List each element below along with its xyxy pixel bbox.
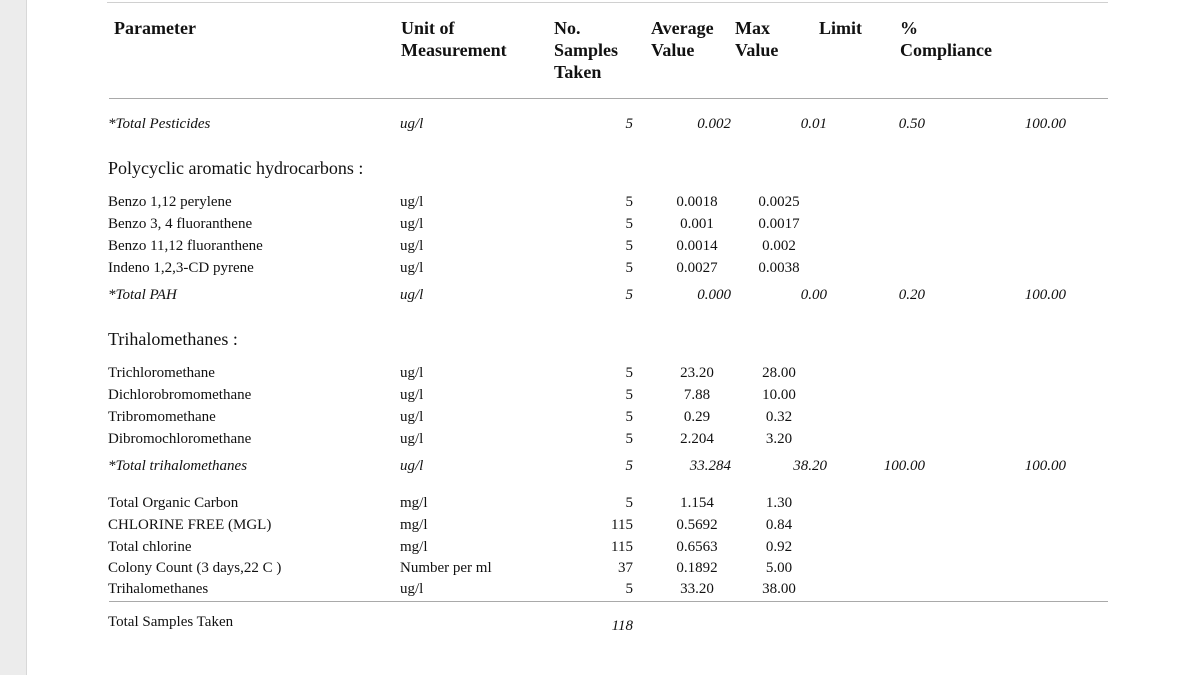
row-samples: 5 [625, 495, 633, 511]
row-max: 0.84 [765, 517, 793, 533]
row-unit: ug/l [400, 216, 424, 232]
row-name: Trichloromethane [108, 365, 215, 381]
row-limit: 0.20 [898, 287, 925, 303]
row-name: *Total Pesticides [108, 116, 211, 132]
section-title-pah: Polycyclic aromatic hydrocarbons : [108, 158, 364, 178]
row-name: Benzo 11,12 fluoranthene [108, 238, 263, 254]
header-average: Average Value [651, 18, 714, 60]
row-name: Trihalomethanes [108, 581, 209, 597]
row-limit: 100.00 [883, 458, 925, 474]
header-samples: No. Samples Taken [554, 18, 619, 82]
header-max: Max Value [735, 18, 779, 60]
row-unit: mg/l [400, 495, 428, 511]
row-unit: ug/l [400, 260, 424, 276]
row-average: 0.0027 [676, 260, 718, 276]
row-name: Benzo 1,12 perylene [108, 194, 232, 210]
row-max: 10.00 [762, 387, 796, 403]
row-max: 0.0038 [758, 260, 800, 276]
row-average: 23.20 [680, 365, 714, 381]
row-average: 0.000 [697, 287, 731, 303]
top-divider [107, 2, 1108, 3]
row-unit: ug/l [400, 431, 424, 447]
row-samples: 37 [618, 560, 633, 576]
row-name: Dichlorobromomethane [108, 387, 252, 403]
document-page [26, 0, 1200, 675]
section-title-trihalomethanes: Trihalomethanes : [108, 329, 238, 349]
row-samples: 5 [625, 458, 633, 474]
row-samples: 5 [625, 581, 633, 597]
row-max: 0.92 [765, 539, 793, 555]
row-name: Colony Count (3 days,22 C ) [108, 560, 282, 576]
row-name: Indeno 1,2,3-CD pyrene [108, 260, 254, 276]
header-divider [109, 98, 1108, 99]
row-samples: 5 [625, 287, 633, 303]
row-name: Dibromochloromethane [108, 431, 252, 447]
row-compliance: 100.00 [1024, 458, 1066, 474]
header-parameter: Parameter [114, 18, 196, 38]
row-max: 0.01 [800, 116, 827, 132]
row-average: 33.20 [680, 581, 714, 597]
row-name: *Total PAH [108, 287, 177, 303]
row-unit: Number per ml [400, 560, 492, 576]
row-average: 0.0014 [676, 238, 718, 254]
row-name: Total chlorine [108, 539, 192, 555]
row-samples: 5 [625, 260, 633, 276]
row-name: CHLORINE FREE (MGL) [108, 517, 272, 533]
row-max: 0.002 [762, 238, 796, 254]
row-name: Total Organic Carbon [108, 495, 239, 511]
row-unit: mg/l [400, 517, 428, 533]
row-limit: 0.50 [898, 116, 925, 132]
row-samples: 115 [611, 517, 633, 533]
row-samples: 5 [625, 194, 633, 210]
row-samples: 5 [625, 431, 633, 447]
row-unit: ug/l [400, 387, 424, 403]
row-unit: ug/l [400, 409, 424, 425]
row-samples: 5 [625, 387, 633, 403]
row-average: 0.6563 [676, 539, 718, 555]
row-max: 38.00 [762, 581, 796, 597]
row-samples: 5 [625, 216, 633, 232]
row-samples: 5 [625, 116, 633, 132]
row-max: 0.32 [765, 409, 793, 425]
header-compliance: % Compliance [900, 18, 992, 60]
row-unit: ug/l [400, 194, 424, 210]
row-samples: 5 [625, 409, 633, 425]
row-name: Tribromomethane [108, 409, 216, 425]
row-average: 0.1892 [676, 560, 718, 576]
row-max: 0.00 [800, 287, 827, 303]
row-max: 0.0025 [758, 194, 800, 210]
row-average: 33.284 [689, 458, 731, 474]
row-max: 0.0017 [758, 216, 800, 232]
row-compliance: 100.00 [1024, 116, 1066, 132]
row-average: 7.88 [683, 387, 711, 403]
row-average: 0.5692 [676, 517, 718, 533]
row-unit: ug/l [400, 287, 424, 303]
row-average: 0.002 [697, 116, 731, 132]
header-limit: Limit [819, 18, 862, 38]
row-name: Benzo 3, 4 fluoranthene [108, 216, 253, 232]
row-max: 28.00 [762, 365, 796, 381]
row-samples: 5 [625, 365, 633, 381]
header-unit: Unit of Measurement [401, 18, 507, 60]
row-unit: ug/l [400, 581, 424, 597]
row-max: 38.20 [793, 458, 827, 474]
row-unit: ug/l [400, 458, 424, 474]
row-samples: 5 [625, 238, 633, 254]
row-average: 2.204 [680, 431, 714, 447]
row-name: Total Samples Taken [108, 614, 234, 630]
row-unit: mg/l [400, 539, 428, 555]
row-max: 3.20 [765, 431, 793, 447]
row-max: 1.30 [765, 495, 793, 511]
row-average: 1.154 [680, 495, 714, 511]
footer-divider [109, 601, 1108, 602]
row-samples: 118 [611, 618, 633, 634]
row-average: 0.29 [683, 409, 711, 425]
row-average: 0.001 [680, 216, 714, 232]
row-unit: ug/l [400, 365, 424, 381]
row-unit: ug/l [400, 238, 424, 254]
row-name: *Total trihalomethanes [108, 458, 248, 474]
row-samples: 115 [611, 539, 633, 555]
row-average: 0.0018 [676, 194, 718, 210]
row-compliance: 100.00 [1024, 287, 1066, 303]
row-max: 5.00 [765, 560, 793, 576]
row-unit: ug/l [400, 116, 424, 132]
